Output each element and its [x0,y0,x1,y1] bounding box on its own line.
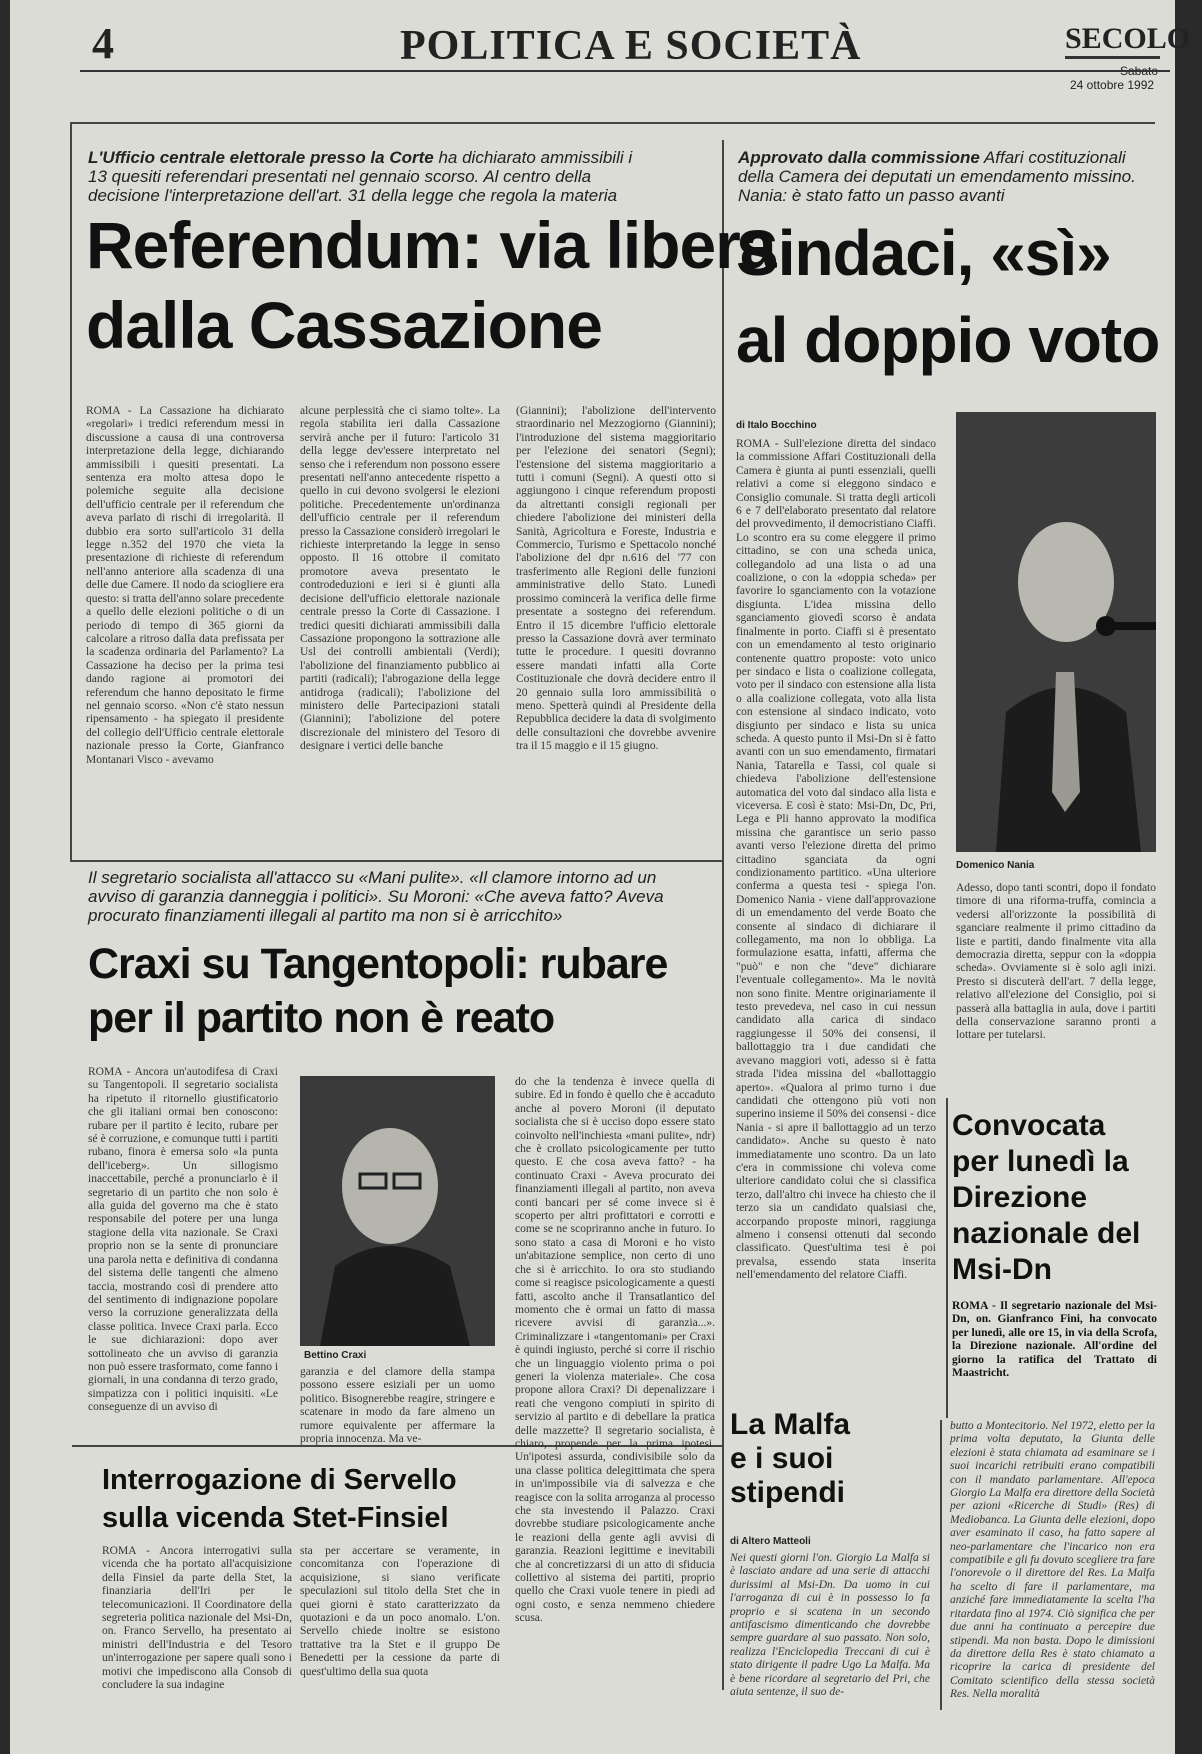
convocata-headline: Convocata per lunedì la Direzione nazionale del Msi-Dn [952,1109,1141,1286]
section-title: POLITICA E SOCIETÀ [400,23,862,69]
convocata-body: ROMA - Il segretario nazionale del Msi-Dn, on. Gianfranco Fini, ha convocato per lunedì, alle ore 15, in via della Scrofa, la Direzione nazionale. All'ordine del giorno la ratifica del Trattato di Maastricht. [952,1300,1157,1380]
lamalfa-headline: La Malfa e i suoi stipendi [730,1408,851,1509]
column-divider [722,140,724,1690]
servello-headline-line2: sulla vicenda Stet-Finsiel [102,1502,449,1534]
newspaper-page [10,0,1191,1754]
referendum-column-1: ROMA - La Cassazione ha dichiarato «regolari» i tredici referendum messi in discussione a causa di una controversa interpretazione della legge, dichiarando ammissibili i quesiti presentati. La sentenza era molto attesa dopo le polemiche seguite alla decisione dell'ufficio centrale per il referendum che aveva parlato di rischi di irregolarità. Il dubbio era sorto sull'articolo 31 della legge n.352 del 1970 che vieta la presentazione di richieste di referendum nell'anno anteriore alla scadenza di una delle due Camere. Il nodo da sciogliere era questo: si tratta dell'anno solare precedente a quello delle elezioni politiche o di un periodo di tempo di 365 giorni da calcolare a ritroso dalla data prefissata per la scadenza ordinaria del Parlamento? La Cassazione ha deciso per la prima tesi dando ragione ai promotori dei referendum che hanno depositato le firme nel gennaio scorso. «Non c'è stato nessun ripensamento - ha spiegato il presidente del collegio dell'Ufficio centrale elettorale nazionale presso la Corte, Gianfranco Montanari Visco - avevamo [86,405,284,766]
referendum-headline-line1: Referendum: via libera [86,208,776,282]
craxi-column-1: ROMA - Ancora un'autodifesa di Craxi su Tangentopoli. Il segretario socialista ha ripetuto il ritornello giustificatorio che gli italiani ormai ben conoscono: rubare per il partito è lecito, rubare per sé è corruzione, e comunque tutti i partiti rubano, finora è emersa solo «la punta dell'iceberg». Un sillogismo inaccettabile, perché a pronunciarlo è il segretario di un partito che non solo è alla guida del governo ma che è stato responsabile del potere per una lunga stagione della vita nazionale. Se Craxi proprio non se la sente di pronunciare una parola netta e definitiva di condanna del sistema delle tangenti che almeno taccia, mostrando così di prendere atto del sentimento di indignazione popolare verso la corruzione generalizzata della classe politica. Invece Craxi parla. Ecco le sue dichiarazioni: dopo aver sottolineato che un avviso di garanzia non può essere trasformato, come fanno i giornali, in una condanna di terzo grado, simpatizza con i politici inquisiti. «Le conseguenze di un avviso di [88,1066,279,1414]
lamalfa-column-1: Nei questi giorni l'on. Giorgio La Malfa si è lasciato andare ad una serie di attacchi durissimi al Msi-Dn. Da uomo in cui l'arroganza di cui è in possesso lo fa proprio e si scatena in un secondo antifascismo dimenticando che dovrebbe sempre guardare al suo passato. Non solo, realizza l'Enciclopedia Treccani di cui è stato dirigente il padre Ugo La Malfa. Ma è bene ricordare al segretario del Pri, che aiuta sentenze, il suo de- [730,1552,930,1699]
lamalfa-byline: di Altero Matteoli [730,1536,811,1547]
servello-column-2: sta per accertare se veramente, in concomitanza con l'operazione di acquisizione, si siano verificate speculazioni sul titolo della Stet che in quei giorni è stato caratterizzato da quotazioni e da un poco anomalo. L'on. Servello chiede inoltre se esistono trattative tra la Stet e il gruppo De Benedetti per la cessione da parte di quest'ultimo della sua quota [300,1545,500,1678]
sindaci-byline: di Italo Bocchino [736,420,817,431]
referendum-kicker: L'Ufficio centrale elettorale presso la Corte ha dichiarato ammissibili i 13 quesiti referendari presentati nel gennaio scorso. Al centro della decisione l'interpretazione dell'art. 31 della legge che regola la materia [88,148,633,205]
sindaci-headline-line2: al doppio voto [736,304,1160,376]
craxi-photo [300,1076,495,1346]
craxi-column-2: garanzia e del clamore della stampa possono essere esiziali per un uomo politico. Bisognerebbe reagire, stringere e scatenare in modo da fare almeno un rumore equivalente per affermare la propria innocenza. Ma ve- [300,1366,495,1446]
referendum-column-2: alcune perplessità che ci siamo tolte». La regola stabilita ieri dalla Cassazione servirà anche per il futuro: l'articolo 31 della legge dev'essere interpretato nel senso che i referendum non possono essere presentati nell'anno antecedente rispetto a quello in cui devono svolgersi le elezioni politiche. Precedentemente un'ordinanza dell'ufficio centrale per il referendum presso la Cassazione considerò irregolari le richieste interpretando la legge in senso opposto. Il 16 ottobre il comitato promotore aveva presentato le controdeduzioni e ieri si è giunti alla decisione dell'ufficio elettorale nazionale centrale presso la Corte di Cassazione. I tredici quesiti dichiarati ammissibili dalla Cassazione propongono la sottrazione alle Usl dei controlli ambientali (Verdi); l'abolizione del finanziamento pubblico ai partiti (radicali); l'abrogazione della legge antidroga (radicali); l'abolizione del ministero delle Partecipazioni statali (Giannini); l'abolizione del potere discrezionale del ministero del Tesoro di designare i vertici delle banche [300,405,500,753]
craxi-kicker: Il segretario socialista all'attacco su «Mani pulite». «Il clamore intorno ad un avviso di garanzia danneggia i politici». Su Moroni: «Che aveva fatto? Aveva procurato finanziamenti illegali al partito ma non si è arricchito» [88,868,664,925]
nania-portrait-graphic [956,412,1156,852]
referendum-headline-line2: dalla Cassazione [86,288,602,362]
lamalfa-column-rule [940,1420,942,1710]
referendum-bottom-rule [72,860,722,862]
issue-date: 24 ottobre 1992 [1070,78,1155,92]
page-number: 4 [92,19,114,68]
convocata-left-rule [946,1098,948,1418]
sindaci-kicker: Approvato dalla commissione Affari costituzionali della Camera dei deputati un emendamento missino. Nania: è stato fatto un passo avanti [738,148,1136,205]
masthead-logo: SECOLO [1065,22,1191,55]
masthead-underline [1065,56,1160,59]
lamalfa-column-2: butto a Montecitorio. Nel 1972, eletto per la prima volta deputato, la Giunta delle elezioni è stata chiamata ad esaminare se i suoi incarichi retribuiti erano compatibili con il mandato parlamentare. All'epoca Giorgio La Malfa era direttore della Società per azioni «Ricerche di Studi» (Res) di Mediobanca. La Giunta delle elezioni, dopo aver esaminato il caso, ha fatto sapere al neo-parlamentare che l'incarico non era compatibile e gli fu dovuto scegliere tra fare l'onorevole o il direttore del Res. La Malfa ha scelto di fare il parlamentare, ma anziché fare immediatamente la scelta l'ha ritardata fino al 1974. Ciò significa che per due anni ha continuato a percepire due stipendi. Ma non basta. Dopo le dimissioni da direttore della Res è stato chiamato a ricoprire la carica di presidente del Comitato scientifico della stessa società Res. Nella moralità [950,1420,1155,1701]
craxi-portrait-graphic [300,1076,495,1346]
servello-column-1: ROMA - Ancora interrogativi sulla vicenda che ha portato all'acquisizione della Finsiel da parte della Stet, la finanziaria dell'Iri per le telecomunicazioni. Il Coordinatore della segreteria politica nazionale del Msi-Dn, on. Franco Servello, ha presentato ai ministri dell'Industria e del Tesoro un'interrogazione per sapere quali sono i motivi che impediscono alla Consob di concludere la sua indagine [102,1545,292,1692]
nania-photo-caption: Domenico Nania [956,860,1035,871]
frame-top-rule [70,122,1155,124]
servello-headline-line1: Interrogazione di Servello [102,1464,457,1496]
craxi-headline-line2: per il partito non è reato [88,994,555,1042]
frame-left-rule [70,122,72,862]
craxi-headline-line1: Craxi su Tangentopoli: rubare [88,940,668,988]
referendum-column-3: (Giannini); l'abolizione dell'intervento straordinario nel Mezzogiorno (Giannini); l'introduzione del sistema maggioritario per l'elezione dei senatori (Segni); l'estensione del sistema maggioritario a tutti i comuni (Segni). A questi otto si aggiungono i cinque referendum proposti da altrettanti consigli regionali per chiedere l'abolizione dei ministeri della Sanità, Agricoltura e Foreste, Industria e Commercio, Turismo e Spettacolo nonché l'abolizione del dpr n.616 del '77 con trasferimento alle Regioni delle funzioni amministrative dello Stato. Lunedì prossimo comincerà la verifica delle firme presentate a sostegno dei referendum. Entro il 15 dicembre l'ufficio elettorale presso la Cassazione dovrà aver terminato tutte le procedure. I quesiti dovranno essere mandati infatti alla Corte Costituzionale che dovrà decidere entro il 20 gennaio sulla loro ammissibilità o meno. Spetterà quindi al Presidente della Repubblica decidere la data di svolgimento delle consultazioni che dovrebbe avvenire tra il 15 maggio e il 15 giugno. [516,405,716,753]
header-rule [80,70,1170,72]
craxi-column-3: do che la tendenza è invece quella di subire. Ed in fondo è quello che è accaduto anche al povero Moroni (il deputato socialista che si è ucciso dopo essere stato coinvolto nell'inchiesta «mani pulite», ndr) che è crollato psicologicamente per tutto questo. E che cosa aveva fatto? - ha continuato Craxi - Aveva procurato dei finanziamenti illegali al partito, non aveva conti bancari per sé come invece si è scoperto per altri profittatori e corrotti e come se ne scopriranno anche in futuro. Io sono stato a casa di Moroni e ho visto un'abitazione semplice, non certo di uno che si è arricchito. Io ora sto studiando come si reagisce psicologicamente a questi fatti, ascolto anche il Transatlantico del momento che è ormai un fatto di massa ricevere avvisi di garanzia...». Criminalizzare i «tangentomani» per Craxi è quindi ingiusto, perché si corre il rischio che un linguaggio violento prima o poi generi la violenza materiale». Che cosa propone allora Craxi? Di depenalizzare i reati che vengono compiuti in spirito di servizio al partito e di debellare la pratica delle mazzette? Il segretario socialista, è chiaro, propende per la prima ipotesi. Un'ipotesi assurda, condivisibile solo da una classe politica delegittimata che spera in un'impossibile via di salvezza e che reagisce con la solita arroganza al processo che sta investendo il Palazzo. Craxi dovrebbe studiare psicologicamente anche le reazioni della gente agli avvisi di garanzia. Reazioni legittime e inevitabili che al concretizzarsi di un atto di sfiducia collettivo al sistema dei partiti, proprio quello che Craxi vuole tenere in piedi ad ogni costo, e senza nemmeno chiedere scusa. [515,1076,715,1625]
sindaci-column-1: ROMA - Sull'elezione diretta del sindaco la commissione Affari Costituzionali della Camera è giunta ai punti essenziali, quelli relativi a come si eleggono sindaco e Consiglio comunale. Si tratta degli articoli 6 e 7 dell'elaborato presentato dal relatore del provvedimento, il democristiano Ciaffi. Lo scontro era su come eleggere il primo cittadino, se con una scheda unica, collegandolo ad una lista o ad una coalizione, o con la «doppia scheda» per favorire lo sganciamento con la votazione disgiunta. L'idea missina dello sganciamento giovedì scorso è andata finalmente in porto. Ciaffi si è presentato con un emendamento al testo originario contenente quattro proposte: voto unico per sindaco e lista o coalizione collegata, voto per il sindaco con estensione alla lista o alla coalizione collegata, voto alla lista con estensione al sindaco indicato, voto disgiunto per sindaco e lista su unica scheda. A questo punto il Msi-Dn si è fatto avanti con un suo emendamento, firmatari Nania, Tatarella e Tassi, col quale si chiedeva l'abolizione dell'estensione automatica del voto dal sindaco alla lista e viceversa. E così è stato: Msi-Dn, Dc, Pri, Lega e Pli hanno approvato la modifica missina che garantisce un serio passo avanti verso l'elezione diretta del primo cittadino sganciata da ogni condizionamento partitico. «Una ulteriore conferma a questa tesi - spiega l'on. Domenico Nania - viene dall'approvazione di un emendamento del verde Boato che consente al sindaco di dichiarare il collegamento, ma non lo obbliga. La formulazione esatta, infatti, afferma che "può" e non che "deve" dichiarare l'eventuale collegamento». Ma le novità non sono finite. Mentre originariamente il testo prevedeva, nel caso in cui nessun candidato alla carica di sindaco raggiungesse il 50% dei consensi, il ballottaggio tra i due candidati che avevano maggiori voti, adesso si è fatta strada l'idea missina del «ballottaggio aperto». «Qualora al primo turno i due candidati che ottengono più voti non superino insieme il 50% dei consensi - dice Nania - si apre il ballottaggio ad un terzo candidato». Anche su questo è nato immediatamente uno scontro. Da un lato c'era in commissione chi voleva come ulteriore candidato colui che si classifica terzo, dall'altro chi invece ha chiesto che il terzo sia un candidato qualsiasi che, accorpando proposte minori, raggiunga almeno i consensi ottenuti dal secondo classificato. Quest'ultima tesi è poi prevalsa, essendo stata inserita nell'emendamento del relatore Ciaffi. [736,438,936,1282]
sindaci-headline-line1: Sindaci, «sì» [736,217,1111,289]
craxi-photo-caption: Bettino Craxi [304,1350,367,1361]
sindaci-column-2: Adesso, dopo tanti scontri, dopo il fondato timore di una riforma-truffa, comincia a vedersi all'orizzonte la possibilità di sganciare realmente il primo cittadino da liste e partiti, dando finalmente vita alla democrazia diretta, seppur con la «doppia scheda». Ovviamente si è solo agli inizi. Presto si discuterà dell'art. 7 della legge, relativo all'elezione del Consiglio, poi si passerà alla battaglia in aula, dove i partiti della conservazione saranno pronti a lottare per tutelarsi. [956,882,1156,1042]
nania-photo [956,412,1156,852]
